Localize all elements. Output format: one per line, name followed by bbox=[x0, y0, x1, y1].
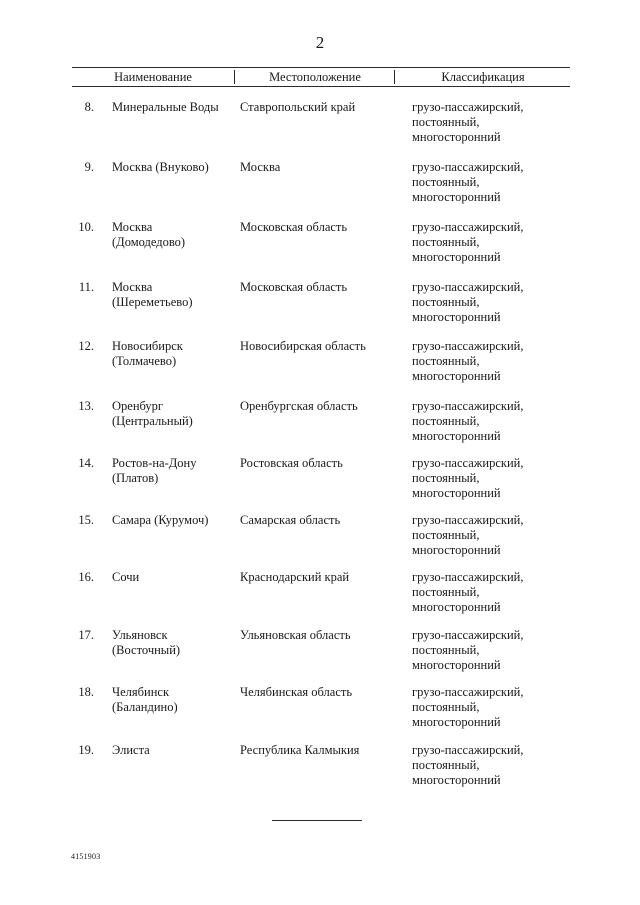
airport-name-line: Ростов-на-Дону bbox=[112, 456, 197, 470]
airport-classification bbox=[412, 456, 572, 501]
airport-name-line: Москва (Внуково) bbox=[112, 160, 209, 174]
airport-location: Самарская область bbox=[240, 513, 341, 527]
airport-name bbox=[112, 628, 232, 658]
classification-line: многосторонний bbox=[412, 543, 501, 557]
classification-line: грузо-пассажирский, bbox=[412, 570, 524, 584]
row-number: 10. bbox=[78, 220, 94, 234]
classification-line: постоянный, bbox=[412, 414, 480, 428]
classification-line: грузо-пассажирский, bbox=[412, 100, 524, 114]
classification-line: многосторонний bbox=[412, 658, 501, 672]
row-number: 8. bbox=[84, 100, 94, 114]
classification-line: грузо-пассажирский, bbox=[412, 456, 524, 470]
airport-classification bbox=[412, 628, 572, 673]
row-number: 16. bbox=[78, 570, 94, 584]
page-number: 2 bbox=[315, 33, 325, 52]
row-number: 19. bbox=[78, 743, 94, 757]
classification-line: многосторонний bbox=[412, 369, 501, 383]
classification-line: многосторонний bbox=[412, 773, 501, 787]
airport-location: Челябинская область bbox=[240, 685, 353, 699]
classification-line: грузо-пассажирский, bbox=[412, 685, 524, 699]
classification-line: постоянный, bbox=[412, 115, 480, 129]
airport-name-line: Ульяновск bbox=[112, 628, 168, 642]
classification-line: грузо-пассажирский, bbox=[412, 399, 524, 413]
airport-name-line: (Шереметьево) bbox=[112, 295, 193, 309]
airport-classification bbox=[412, 280, 572, 325]
airport-name bbox=[112, 339, 232, 369]
classification-line: грузо-пассажирский, bbox=[412, 339, 524, 353]
classification-line: грузо-пассажирский, bbox=[412, 280, 524, 294]
classification-line: многосторонний bbox=[412, 130, 501, 144]
airport-location: Ставропольский край bbox=[240, 100, 356, 114]
airport-classification bbox=[412, 100, 572, 145]
airport-classification bbox=[412, 160, 572, 205]
airport-location: Ульяновская область bbox=[240, 628, 351, 642]
row-number: 9. bbox=[84, 160, 94, 174]
airport-location: Краснодарский край bbox=[240, 570, 350, 584]
airport-location: Московская область bbox=[240, 220, 348, 234]
classification-line: многосторонний bbox=[412, 715, 501, 729]
document-code: 4151903 bbox=[71, 852, 101, 861]
airport-name-line: (Центральный) bbox=[112, 414, 193, 428]
airport-classification bbox=[412, 339, 572, 384]
classification-line: грузо-пассажирский, bbox=[412, 513, 524, 527]
classification-line: постоянный, bbox=[412, 700, 480, 714]
classification-line: постоянный, bbox=[412, 175, 480, 189]
row-number: 13. bbox=[78, 399, 94, 413]
classification-line: грузо-пассажирский, bbox=[412, 160, 524, 174]
classification-line: постоянный, bbox=[412, 758, 480, 772]
airport-name-line: Москва bbox=[112, 220, 153, 234]
airport-name bbox=[112, 743, 232, 758]
classification-line: грузо-пассажирский, bbox=[412, 743, 524, 757]
airport-classification bbox=[412, 399, 572, 444]
classification-line: многосторонний bbox=[412, 429, 501, 443]
classification-line: грузо-пассажирский, bbox=[412, 220, 524, 234]
classification-line: многосторонний bbox=[412, 600, 501, 614]
airport-location: Оренбургская область bbox=[240, 399, 358, 413]
row-number: 18. bbox=[78, 685, 94, 699]
table-header bbox=[72, 67, 570, 87]
airport-name-line: Минеральные Воды bbox=[112, 100, 219, 114]
row-number: 12. bbox=[78, 339, 94, 353]
airport-name-line: (Платов) bbox=[112, 471, 159, 485]
airport-name bbox=[112, 100, 232, 115]
airport-name-line: (Баландино) bbox=[112, 700, 178, 714]
airport-classification bbox=[412, 220, 572, 265]
airport-location: Ростовская область bbox=[240, 456, 343, 470]
airport-name bbox=[112, 456, 232, 486]
airport-location: Новосибирская область bbox=[240, 339, 366, 353]
airport-name-line: Москва bbox=[112, 280, 153, 294]
airport-name bbox=[112, 685, 232, 715]
classification-line: постоянный, bbox=[412, 585, 480, 599]
classification-line: постоянный, bbox=[412, 471, 480, 485]
classification-line: постоянный, bbox=[412, 643, 480, 657]
airport-name bbox=[112, 570, 232, 585]
airport-location: Московская область bbox=[240, 280, 348, 294]
classification-line: многосторонний bbox=[412, 250, 501, 264]
airport-classification bbox=[412, 743, 572, 788]
airport-name bbox=[112, 399, 232, 429]
airport-name-line: (Толмачево) bbox=[112, 354, 177, 368]
airport-name-line: Элиста bbox=[112, 743, 150, 757]
airport-name-line: (Домодедово) bbox=[112, 235, 186, 249]
airport-name-line: Новосибирск bbox=[112, 339, 183, 353]
airport-name-line: Оренбург bbox=[112, 399, 164, 413]
airport-name-line: Сочи bbox=[112, 570, 140, 584]
classification-line: многосторонний bbox=[412, 310, 501, 324]
airport-name-line: Самара (Курумоч) bbox=[112, 513, 209, 527]
column-header-name: Наименование bbox=[114, 70, 192, 84]
classification-line: грузо-пассажирский, bbox=[412, 628, 524, 642]
classification-line: постоянный, bbox=[412, 295, 480, 309]
row-number: 17. bbox=[78, 628, 94, 642]
airport-name-line: (Восточный) bbox=[112, 643, 181, 657]
airport-location: Республика Калмыкия bbox=[240, 743, 360, 757]
end-rule bbox=[272, 820, 362, 821]
column-header-classification: Классификация bbox=[394, 70, 571, 84]
airport-name bbox=[112, 513, 232, 528]
airport-name-line: Челябинск bbox=[112, 685, 170, 699]
classification-line: постоянный, bbox=[412, 528, 480, 542]
row-number: 14. bbox=[78, 456, 94, 470]
airport-location: Москва bbox=[240, 160, 281, 174]
classification-line: многосторонний bbox=[412, 486, 501, 500]
airport-classification bbox=[412, 513, 572, 558]
classification-line: постоянный, bbox=[412, 354, 480, 368]
classification-line: постоянный, bbox=[412, 235, 480, 249]
classification-line: многосторонний bbox=[412, 190, 501, 204]
column-header-location: Местоположение bbox=[234, 70, 395, 84]
airport-name bbox=[112, 160, 232, 175]
airport-classification bbox=[412, 685, 572, 730]
row-number: 11. bbox=[78, 280, 94, 294]
row-number: 15. bbox=[78, 513, 94, 527]
airport-name bbox=[112, 280, 232, 310]
airport-classification bbox=[412, 570, 572, 615]
airport-name bbox=[112, 220, 232, 250]
